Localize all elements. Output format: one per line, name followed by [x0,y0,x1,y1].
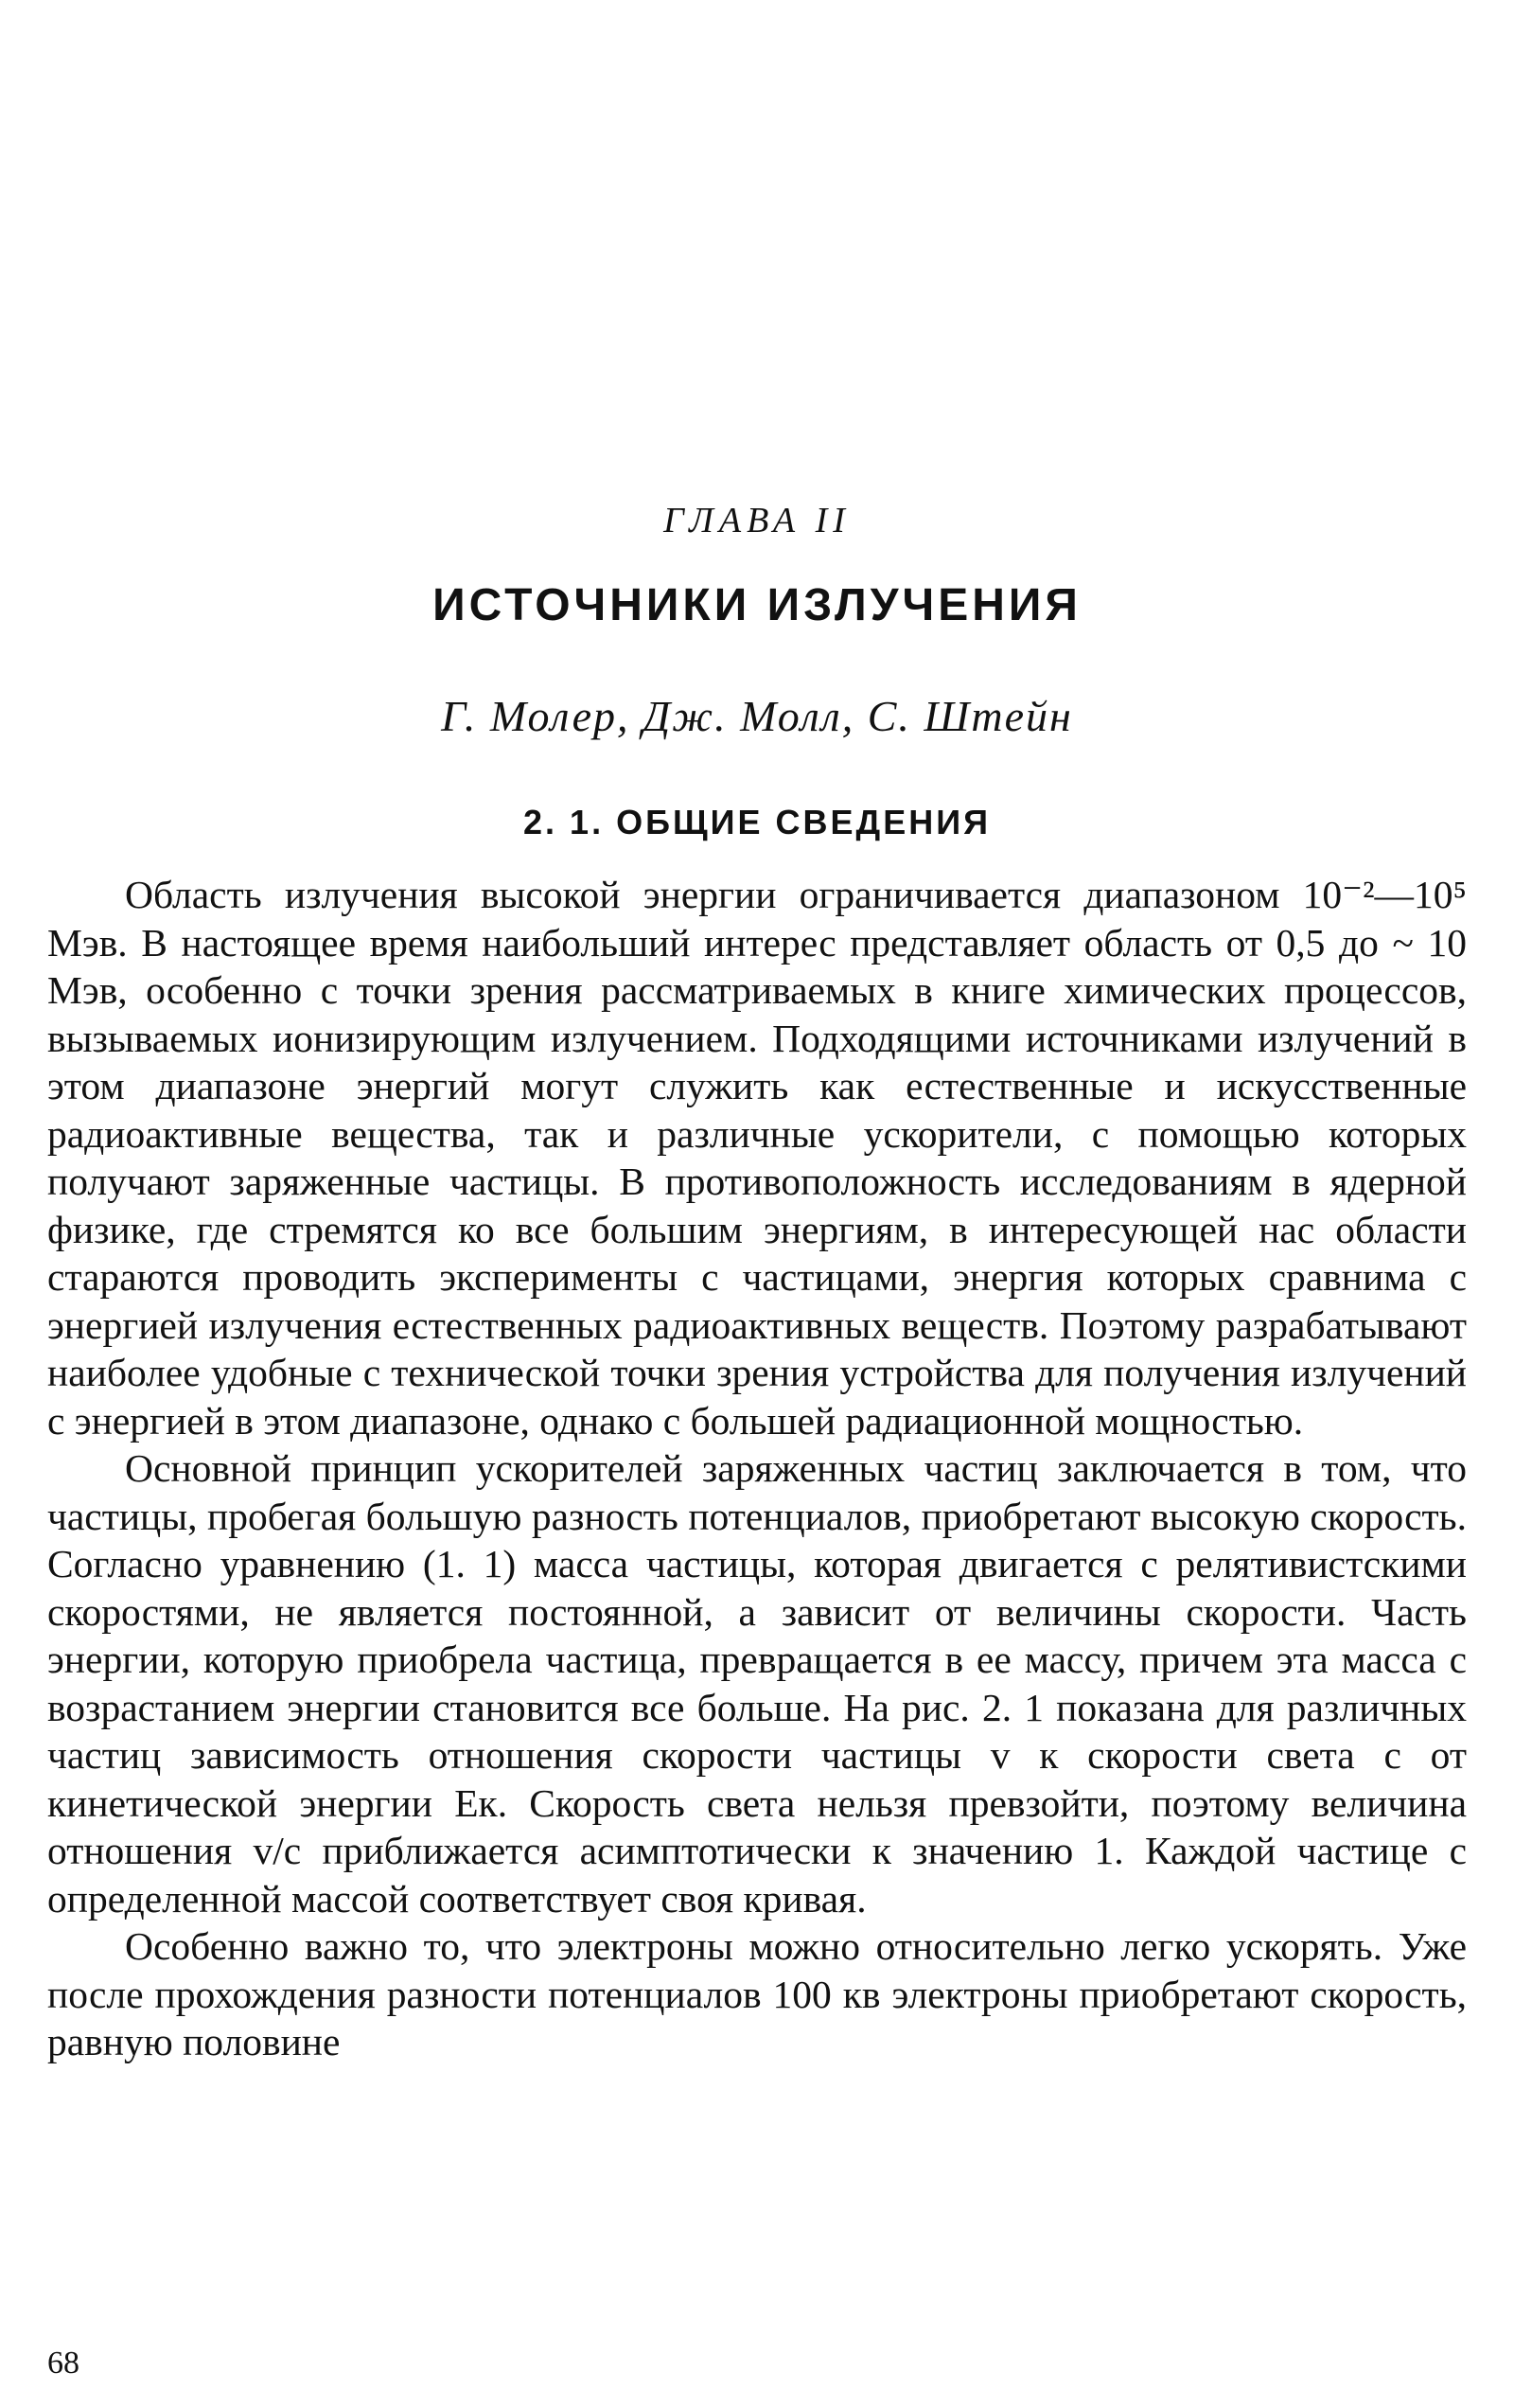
section-heading: 2. 1. ОБЩИЕ СВЕДЕНИЯ [523,803,991,841]
paragraph: Особенно важно то, что электроны можно относительно легко ускорять. Уже после прохождения разности потенциалов 100 кв электроны приобретают скорость, равную половине [47,1924,1467,2063]
chapter-title: ИСТОЧНИКИ ИЗЛУЧЕНИЯ [432,580,1082,630]
paragraph: Основной принцип ускорителей заряженных частиц заключается в том, что частицы, пробегая большую разность потенциалов, приобретают высокую скорость. Согласно уравнению (1. 1) масса частицы, которая двигается с релятивистскими скоростями, не является постоянной, а зависит от величины скорости. Часть энергии, которую приобрела частица, превращается в ее массу, причем эта масса с возрастанием энергии становится все больше. На рис. 2. 1 показана для различных частиц зависимость отношения скорости частицы v к скорости света c от кинетической энергии Eк. Скорость света нельзя превзойти, поэтому величина отношения v/c приближается асимптотически к значению 1. Каждой частице с определенной массой соответствует своя кривая. [47,1446,1467,1921]
page-number: 68 [47,2346,79,2381]
chapter-authors: Г. Молер, Дж. Молл, С. Штейн [441,692,1073,740]
chapter-label: ГЛАВА II [663,501,851,540]
paragraph: Область излучения высокой энергии ограничивается диапазоном 10⁻²—10⁵ Мэв. В настоящее время наибольший интерес представляет область от 0,5 до ~ 10 Мэв, особенно с точки зрения рассматриваемых в книге химических процессов, вызываемых ионизирующим излучением. Подходящими источниками излучений в этом диапазоне энергий могут служить как естественные и искусственные радиоактивные вещества, так и различные ускорители, с помощью которых получают заряженные частицы. В противоположность исследованиям в ядерной физике, где стремятся ко все большим энергиям, в интересующей нас области стараются проводить эксперименты с частицами, энергия которых сравнима с энергией излучения естественных радиоактивных веществ. Поэтому разрабатывают наиболее удобные с технической точки зрения устройства для получения излучений с энергией в этом диапазоне, однако с большей радиационной мощностью. [47,873,1467,1443]
body-text [47,871,1467,2066]
